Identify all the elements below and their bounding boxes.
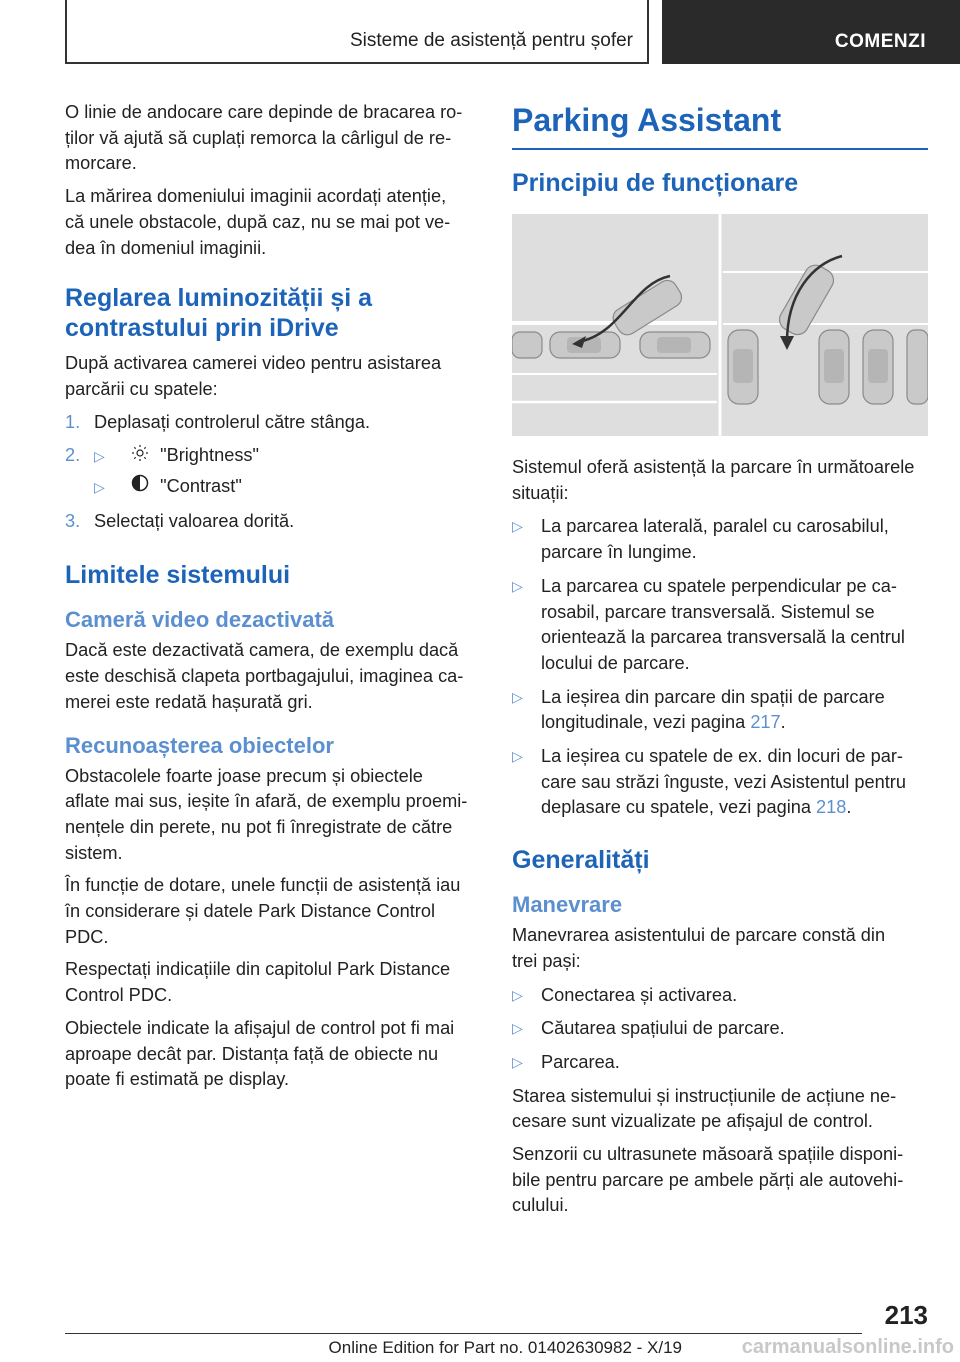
list-item bbox=[512, 983, 928, 1009]
list-item bbox=[512, 514, 928, 565]
list-item: ▷ La ieșirea din parcare din spații de parcare longitudinale, vezi pagina 217. bbox=[512, 686, 885, 733]
triangle-right-icon: ▷ bbox=[94, 479, 105, 496]
watermark-logo: carmanualsonline.info bbox=[741, 1336, 954, 1358]
page-link-217[interactable]: 217 bbox=[750, 712, 781, 733]
step-item bbox=[65, 443, 478, 470]
list-item bbox=[512, 1016, 928, 1042]
step-number: 3. bbox=[65, 510, 81, 531]
list-item: ▷ La ieșirea cu spatele de ex. din locuri de par- care sau străzi înguste, vezi Asistentul pentru deplasare cu spatele, vezi pagina 218. bbox=[512, 746, 906, 818]
right-column bbox=[512, 100, 928, 1226]
paragraph-after-activation: După activarea camerei video pentru asistarea parcării cu spatele: bbox=[65, 353, 442, 399]
paragraph-system-status: Starea sistemului și instrucțiunile de acțiune ne- cesare sunt vizualizate pe afișajul de control. bbox=[512, 1085, 897, 1132]
list-item bbox=[512, 574, 928, 677]
contrast-option-label: "Contrast" bbox=[160, 476, 242, 497]
sun-icon bbox=[125, 444, 155, 470]
step-item bbox=[65, 410, 478, 436]
paragraph-zoom-warning: La mărirea domeniului imaginii acordați atenție, că unele obstacole, după caz, nu se mai pot ve- dea în domeniul imaginii. bbox=[65, 186, 451, 258]
chapter-tab[interactable] bbox=[662, 0, 960, 64]
heading-maneuver: Manevrare bbox=[512, 892, 623, 918]
header-section-box bbox=[65, 0, 649, 64]
chapter-tab-label: COMENZI bbox=[834, 31, 926, 52]
heading-operating-principle: Principiu de funcționare bbox=[512, 169, 799, 197]
parking-illustration bbox=[512, 214, 928, 436]
triangle-right-icon: ▷ bbox=[512, 986, 523, 1003]
paragraph-system-offers: Sistemul oferă asistență la parcare în următoarele situații: bbox=[512, 457, 915, 503]
paragraph-pdc-data: În funcție de dotare, unele funcții de asistență iau în considerare și datele Park Distance Control PDC. bbox=[65, 875, 461, 947]
list-item-text: Parcarea. bbox=[541, 1051, 620, 1072]
paragraph-display-distance: Obiectele indicate la afișajul de control pot fi mai aproape decât par. Distanța față de obiecte nu poate fi estimată pe display. bbox=[65, 1017, 455, 1090]
triangle-right-icon: ▷ bbox=[512, 1053, 523, 1070]
situations-list bbox=[512, 514, 928, 821]
list-item-text: La ieșirea cu spatele de ex. din locuri de par- care sau străzi înguste, vezi Asistentul pentru deplasare cu spatele, vezi pagina bbox=[541, 746, 906, 818]
list-item bbox=[512, 1050, 928, 1076]
heading-system-limits: Limitele sistemului bbox=[65, 561, 291, 590]
list-item-text: La parcarea laterală, paralel cu carosabilul, parcare în lungime. bbox=[541, 516, 889, 563]
page-number: 213 bbox=[884, 1300, 928, 1330]
triangle-right-icon: ▷ bbox=[512, 748, 523, 765]
contrast-option-row bbox=[65, 474, 478, 501]
list-item-text: La parcarea cu spatele perpendicular pe ca- rosabil, parcare transversală. Sistemul se orientează la parcarea transversală la centrul locului de parcare. bbox=[541, 575, 905, 673]
step-text: Deplasați controlerul către stânga. bbox=[94, 411, 370, 432]
footer-divider bbox=[65, 1333, 862, 1334]
triangle-right-icon: ▷ bbox=[512, 1020, 523, 1037]
steps-list bbox=[65, 410, 478, 470]
step-number: 1. bbox=[65, 411, 81, 432]
heading-brightness-contrast: Reglarea luminozității și a contrastului prin iDrive bbox=[65, 284, 373, 343]
heading-parking-assistant: Parking Assistant bbox=[512, 100, 928, 150]
contrast-icon bbox=[125, 474, 155, 500]
step-number: 2. bbox=[65, 445, 81, 466]
page-link-218[interactable]: 218 bbox=[816, 797, 847, 818]
section-title: Sisteme de asistență pentru șofer bbox=[349, 30, 633, 51]
paragraph-docking-line: O linie de andocare care depinde de bracarea ro- ților vă ajută să cuplați remorca la cârligul de re- morcare. bbox=[65, 102, 463, 174]
heading-camera-disabled: Cameră video dezactivată bbox=[65, 607, 335, 633]
step-text: Selectați valoarea dorită. bbox=[94, 510, 295, 531]
list-item-text: Căutarea spațiului de parcare. bbox=[541, 1018, 785, 1039]
triangle-right-icon: ▷ bbox=[512, 688, 523, 705]
heading-general: Generalități bbox=[512, 846, 650, 875]
maneuver-steps-list bbox=[512, 983, 928, 1076]
paragraph-pdc-chapter: Respectați indicațiile din capitolul Park Distance Control PDC. bbox=[65, 959, 451, 1006]
paragraph-three-steps: Manevrarea asistentului de parcare constă din trei pași: bbox=[512, 925, 886, 971]
steps-list-continued bbox=[65, 509, 478, 535]
paragraph-obstacles: Obstacolele foarte joase precum și obiectele aflate mai sus, ieșite în afară, de exemplu proemi- nențele din perete, nu pot fi înregistrate de către sistem. bbox=[65, 765, 468, 863]
paragraph-camera-disabled: Dacă este dezactivată camera, de exemplu dacă este deschisă clapeta portbagajului, imaginea ca- merei este redată hașurată gri. bbox=[65, 640, 464, 712]
triangle-right-icon: ▷ bbox=[512, 518, 523, 535]
step-item bbox=[65, 509, 478, 535]
list-item-text: La ieșirea din parcare din spații de parcare longitudinale, vezi pagina bbox=[541, 686, 885, 733]
list-item-text: Conectarea și activarea. bbox=[541, 984, 738, 1005]
brightness-option-label: "Brightness" bbox=[160, 445, 259, 466]
heading-object-recognition: Recunoașterea obiectelor bbox=[65, 732, 334, 758]
left-column bbox=[65, 100, 478, 1100]
triangle-right-icon: ▷ bbox=[512, 577, 523, 594]
paragraph-ultrasonic-sensors: Senzorii cu ultrasunete măsoară spațiile disponi- bile pentru parcare pe ambele părți ale autovehi- culului. bbox=[512, 1144, 904, 1216]
edition-info: Online Edition for Part no. 01402630982 - X/19 bbox=[328, 1338, 682, 1357]
triangle-right-icon: ▷ bbox=[94, 448, 105, 465]
